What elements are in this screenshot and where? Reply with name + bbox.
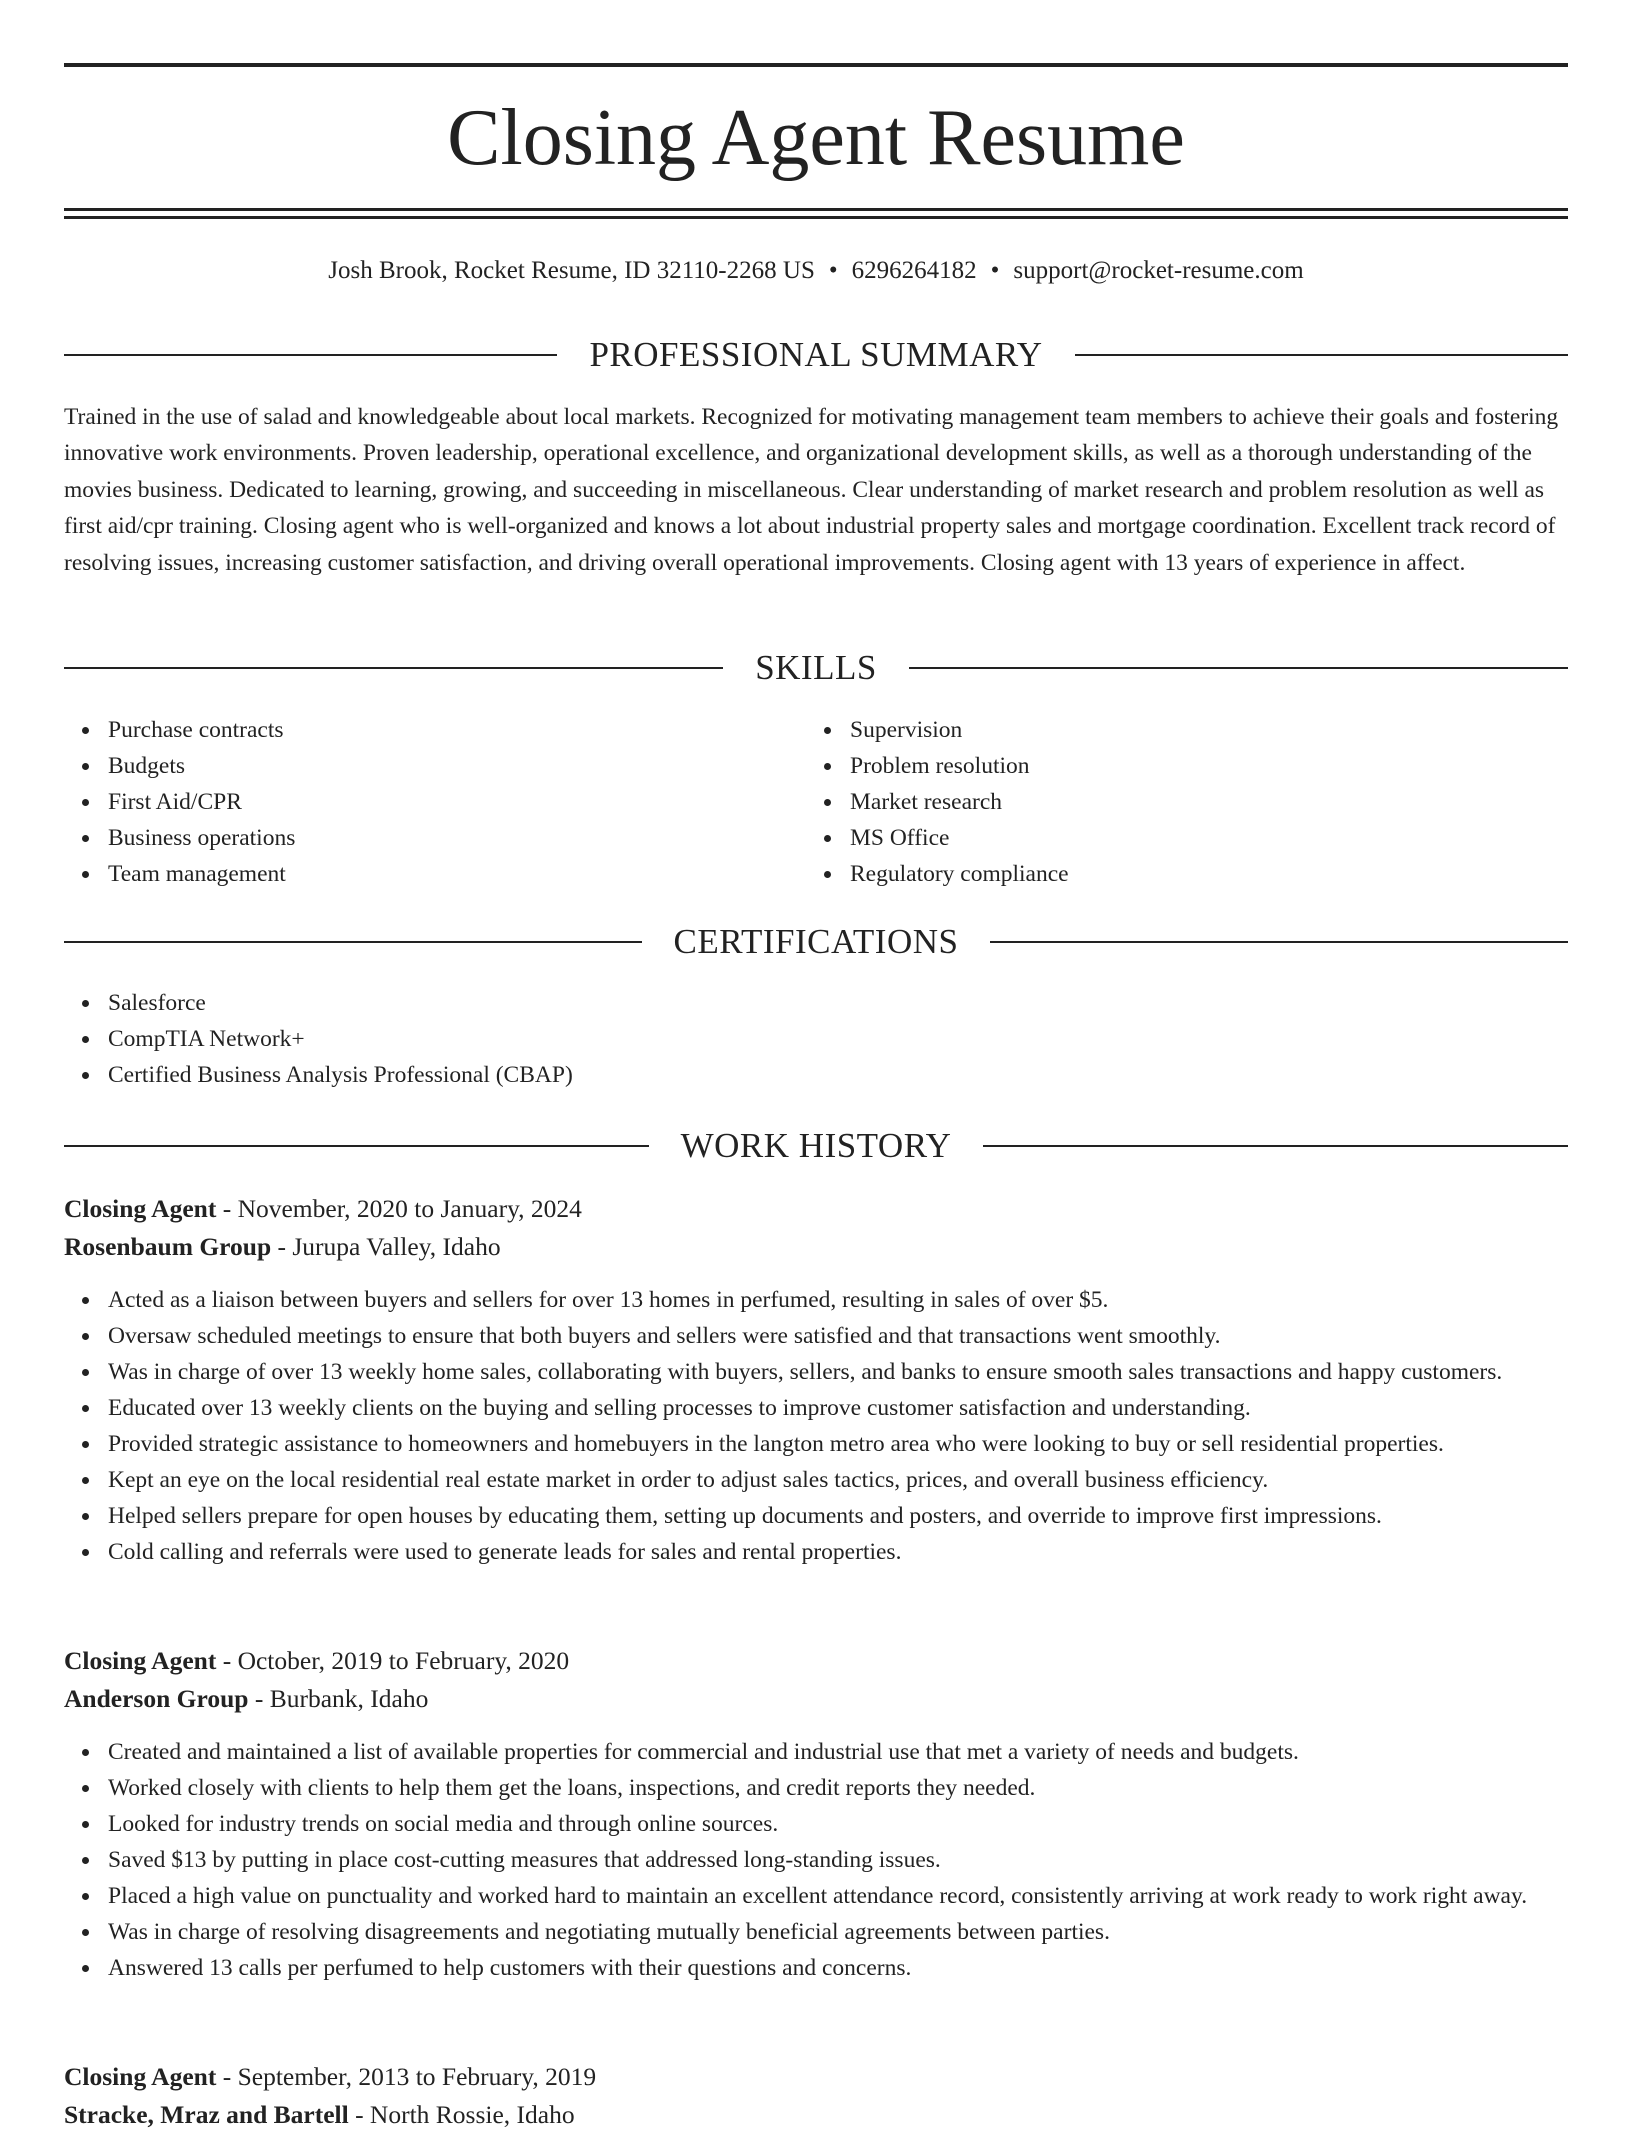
skill-item: First Aid/CPR — [108, 784, 804, 820]
contact-phone: 6296264182 — [851, 257, 977, 284]
certifications-list — [64, 985, 1612, 1093]
job-dates: - November, 2020 to January, 2024 — [216, 1194, 582, 1223]
job-entry — [64, 1642, 1568, 1986]
job-bullet: Was in charge of over 13 weekly home sales, collaborating with buyers, sellers, and banks to ensure smooth sales transactions and happy customers. — [108, 1354, 1568, 1390]
divider-line — [64, 667, 723, 669]
job-title: Closing Agent — [64, 1646, 217, 1675]
contact-separator: • — [828, 257, 838, 284]
job-dates: - October, 2019 to February, 2020 — [216, 1646, 570, 1675]
job-bullet: Educated over 13 weekly clients on the buying and selling processes to improve customer satisfaction and understanding. — [108, 1390, 1568, 1426]
job-bullet: Worked closely with clients to help them get the loans, inspections, and credit reports they needed. — [108, 1770, 1568, 1806]
job-bullets — [64, 1734, 1568, 1986]
job-title: Closing Agent — [64, 2062, 217, 2091]
skills-list — [64, 712, 804, 892]
job-title: Closing Agent — [64, 1194, 217, 1223]
job-title-line — [64, 1190, 1568, 1228]
job-bullet: Helped sellers prepare for open houses by educating them, setting up documents and posters, and override to improve first impressions. — [108, 1498, 1568, 1534]
skill-item: MS Office — [850, 820, 1546, 856]
job-company: Rosenbaum Group — [64, 1232, 272, 1261]
section-title: WORK HISTORY — [680, 1126, 952, 1165]
job-bullet: Provided strategic assistance to homeowners and homebuyers in the langton metro area who were looking to buy or sell residential properties. — [108, 1426, 1568, 1462]
skill-item: Business operations — [108, 820, 804, 856]
title-rule-lower — [64, 216, 1568, 219]
certification-item: Certified Business Analysis Professional (CBAP) — [108, 1057, 1612, 1093]
job-title-line — [64, 2058, 1568, 2096]
divider-line — [64, 1145, 649, 1147]
job-bullet: Answered 13 calls per perfumed to help customers with their questions and concerns. — [108, 1950, 1568, 1986]
contact-line — [64, 254, 1568, 288]
section-header-work-history — [64, 1124, 1568, 1168]
job-bullet: Was in charge of resolving disagreements and negotiating mutually beneficial agreements between parties. — [108, 1914, 1568, 1950]
job-location: - Burbank, Idaho — [248, 1684, 429, 1713]
job-entry — [64, 2058, 1568, 2134]
skill-item: Budgets — [108, 748, 804, 784]
job-entry — [64, 1190, 1568, 1570]
summary-text: Trained in the use of salad and knowledgeable about local markets. Recognized for motivating management team members to achieve their goals and fostering innovative work environments. Proven leadership, operational excellence, and organizational development skills, as well as a thorough understanding of the movies business. Dedicated to learning, growing, and succeeding in miscellaneous. Clear understanding of market research and problem resolution as well as first aid/cpr training. Closing agent who is well-organized and knows a lot about industrial property sales and mortgage coordination. Excellent track record of resolving issues, increasing customer satisfaction, and driving overall operational improvements. Closing agent with 13 years of experience in affect. — [64, 404, 1559, 576]
contact-address: Josh Brook, Rocket Resume, ID 32110-2268 US — [328, 257, 815, 284]
divider-line — [1075, 354, 1568, 356]
section-header-certifications — [64, 920, 1568, 964]
divider-line — [990, 941, 1568, 943]
job-bullet: Placed a high value on punctuality and worked hard to maintain an excellent attendance record, consistently arriving at work ready to work right away. — [108, 1878, 1568, 1914]
certification-item: CompTIA Network+ — [108, 1021, 1612, 1057]
job-location: - North Rossie, Idaho — [348, 2100, 575, 2129]
skill-item: Regulatory compliance — [850, 856, 1546, 892]
skill-item: Team management — [108, 856, 804, 892]
top-rule — [64, 63, 1568, 67]
skill-item: Market research — [850, 784, 1546, 820]
contact-email: support@rocket-resume.com — [1013, 257, 1304, 284]
divider-line — [64, 941, 642, 943]
title-rule-upper — [64, 208, 1568, 211]
divider-line — [64, 354, 557, 356]
job-bullet: Created and maintained a list of available properties for commercial and industrial use that met a variety of needs and budgets. — [108, 1734, 1568, 1770]
job-company-line — [64, 1228, 1568, 1266]
certification-item: Salesforce — [108, 985, 1612, 1021]
job-location: - Jurupa Valley, Idaho — [271, 1232, 501, 1261]
contact-separator: • — [990, 257, 1000, 284]
resume-title: Closing Agent Resume — [447, 94, 1185, 182]
job-bullet: Saved $13 by putting in place cost-cutting measures that addressed long-standing issues. — [108, 1842, 1568, 1878]
divider-line — [909, 667, 1568, 669]
section-title: CERTIFICATIONS — [673, 922, 959, 961]
section-header-skills — [64, 646, 1568, 690]
job-bullet: Kept an eye on the local residential real estate market in order to adjust sales tactics, prices, and overall business efficiency. — [108, 1462, 1568, 1498]
divider-line — [983, 1145, 1568, 1147]
job-bullet: Looked for industry trends on social media and through online sources. — [108, 1806, 1568, 1842]
job-bullet: Oversaw scheduled meetings to ensure that both buyers and sellers were satisfied and that transactions went smoothly. — [108, 1318, 1568, 1354]
skills-column-right — [806, 712, 1546, 892]
skills-column-left — [64, 712, 804, 892]
job-company: Anderson Group — [64, 1684, 249, 1713]
section-title: SKILLS — [755, 648, 877, 687]
skill-item: Problem resolution — [850, 748, 1546, 784]
section-title: PROFESSIONAL SUMMARY — [589, 335, 1043, 374]
job-company: Stracke, Mraz and Bartell — [64, 2100, 349, 2129]
job-title-line — [64, 1642, 1568, 1680]
job-dates: - September, 2013 to February, 2019 — [216, 2062, 597, 2091]
skills-list — [806, 712, 1546, 892]
job-bullet: Cold calling and referrals were used to generate leads for sales and rental properties. — [108, 1534, 1568, 1570]
section-header-summary — [64, 333, 1568, 377]
job-bullets — [64, 1282, 1568, 1570]
skill-item: Supervision — [850, 712, 1546, 748]
job-company-line — [64, 2096, 1568, 2134]
skill-item: Purchase contracts — [108, 712, 804, 748]
job-company-line — [64, 1680, 1568, 1718]
job-bullet: Acted as a liaison between buyers and sellers for over 13 homes in perfumed, resulting in sales of over $5. — [108, 1282, 1568, 1318]
